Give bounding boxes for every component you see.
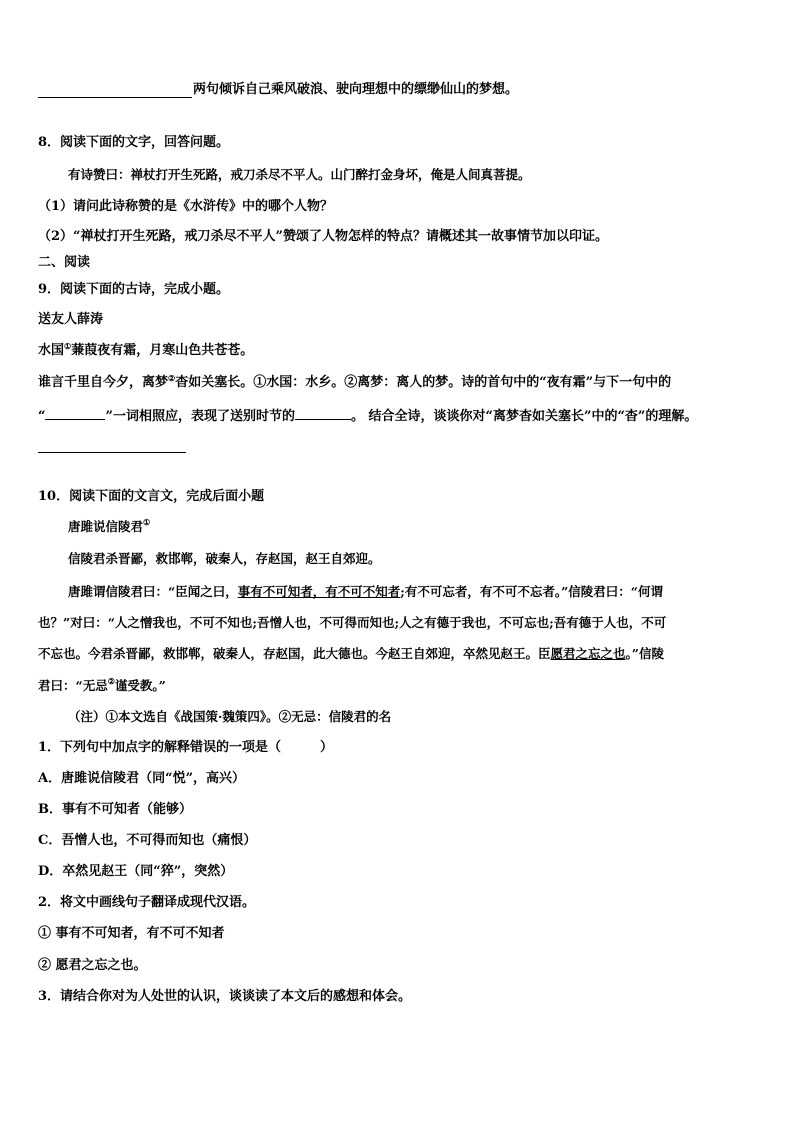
q9-fill-line (38, 406, 697, 426)
underlined-sentence-2: 愿君之忘之也 (550, 646, 626, 661)
q8-poem: 有诗赞曰：禅杖打开生死路，戒刀杀尽不平人。山门醉打金身坏，俺是人间真菩提。 (68, 167, 531, 182)
q8-sub1: （1）请问此诗称赞的是《水浒传》中的哪个人物？ (38, 199, 334, 214)
q10-p5-a: 君曰：“无忌 (38, 678, 108, 693)
q10-para2-line4 (38, 677, 166, 695)
q10-para2-line1 (68, 583, 663, 601)
subq2-item1: ① 事有不可知者，有不可不知者 (38, 926, 225, 941)
q8-title: 8．阅读下面的文字，回答问题。 (38, 135, 230, 150)
continuation-text: 两句倾诉自己乘风破浪、驶向理想中的缥缈仙山的梦想。 (193, 82, 519, 97)
answer-blank-2[interactable] (295, 406, 351, 420)
q9-line3-a: “ (38, 409, 46, 424)
q10-text-title (68, 518, 150, 536)
option-d[interactable]: D．卒然见赵王（同“猝”，突然） (38, 864, 234, 879)
q9-title: 9．阅读下面的古诗，完成小题。 (38, 282, 230, 297)
option-b[interactable]: B．事有不可知者（能够） (38, 802, 192, 817)
subq2: 2．将文中画线句子翻译成现代汉语。 (38, 895, 256, 910)
q9-poem-line2 (38, 374, 671, 392)
q10-p4-a: 不忘也。今君杀晋鄙，救邯郸，破秦人，存赵国，此大德也。今赵王自郊迎，卒然见赵王。臣 (38, 646, 551, 661)
q9-poem-title: 送友人薛涛 (38, 312, 104, 327)
note-marker: ① (143, 517, 151, 527)
answer-blank-line[interactable] (38, 97, 192, 98)
q9-line2-b: 杳如关塞长。①水国：水乡。②离梦：离人的梦。诗的首句中的“夜有霜”与下一句中的 (175, 375, 672, 390)
q10-para1: 信陵君杀晋鄙，救邯郸，破秦人，存赵国，赵王自郊迎。 (68, 551, 381, 566)
q9-line3-c: 。 结合全诗，谈谈你对“离梦杳如关塞长”中的“杳”的理解。 (350, 409, 698, 424)
subq1: 1．下列句中加点字的解释错误的一项是（ ） (38, 740, 334, 755)
q10-title: 10．阅读下面的文言文，完成后面小题 (38, 489, 265, 504)
q10-p2-b: ;有不可忘者，有不可不忘者。”信陵君曰：“何谓 (400, 584, 663, 599)
q9-line1-a: 水国 (38, 343, 65, 358)
q10-p5-b: 谨受教。” (114, 678, 166, 693)
answer-blank-1[interactable] (45, 406, 105, 420)
note-marker: ② (168, 373, 176, 383)
q10-p4-b: 。”信陵 (625, 646, 664, 661)
q10-note: （注）①本文选自《战国策·魏策四》。②无忌：信陵君的名 (68, 709, 392, 724)
q10-para2-line3 (38, 645, 664, 663)
option-c[interactable]: C．吾憎人也，不可得而知也（痛恨） (38, 833, 257, 848)
q9-poem-line1 (38, 342, 253, 360)
q10-p2-a: 唐雎谓信陵君曰：“臣闻之曰， (68, 584, 238, 599)
underlined-sentence-1: 事有不可知者，有不可不知者 (237, 584, 401, 599)
q10-text-title-text: 唐雎说信陵君 (68, 519, 144, 534)
section-heading: 二、阅读 (38, 255, 91, 270)
q9-line2-a: 谁言千里自今夕，离梦 (38, 375, 169, 390)
subq2-item2: ② 愿君之忘之也。 (38, 958, 147, 973)
note-marker: ② (107, 676, 115, 686)
answer-blank-line[interactable] (38, 452, 186, 453)
subq3: 3．请结合你对为人处世的认识，谈谈读了本文后的感想和体会。 (38, 989, 412, 1004)
q8-sub2: （2）“禅杖打开生死路，戒刀杀尽不平人”赞颂了人物怎样的特点？请概述其一故事情节加以印证。 (38, 229, 609, 244)
q9-line1-b: 蒹葭夜有霜，月寒山色共苍苍。 (71, 343, 254, 358)
q10-para2-line2: 也？”对曰：“人之憎我也，不可不知也;吾憎人也，不可得而知也;人之有德于我也，不可忘也;吾有德于人也，不可 (38, 615, 667, 630)
note-marker: ① (64, 341, 72, 351)
q9-line3-b: ”一词相照应，表现了送别时节的 (105, 409, 295, 424)
option-a[interactable]: A．唐雎说信陵君（同“悦”，高兴） (38, 771, 246, 786)
